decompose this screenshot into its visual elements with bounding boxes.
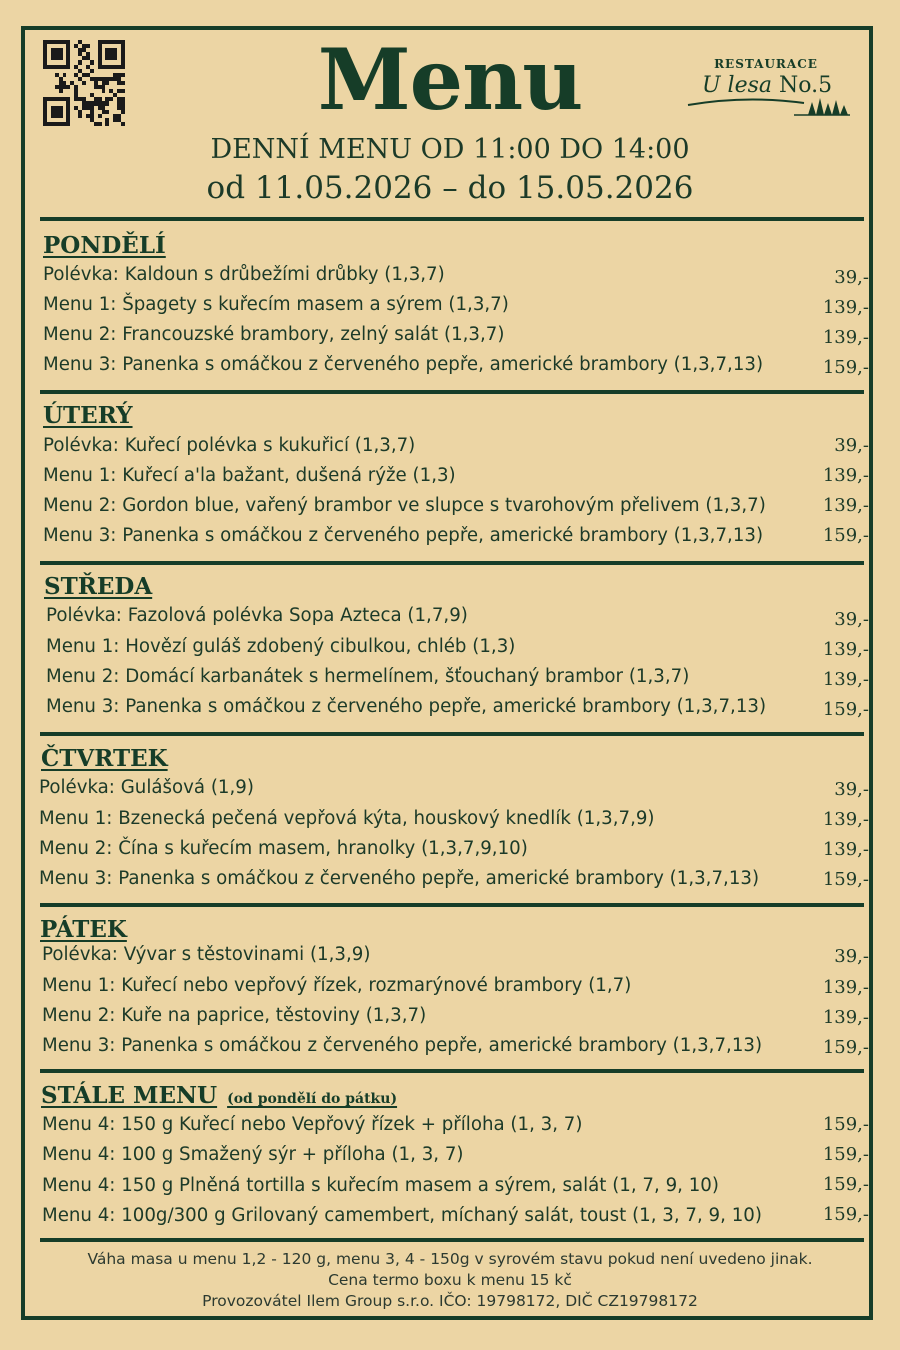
- forest-icon: [686, 93, 856, 123]
- menu-item: Menu 4: 100 g Smažený sýr + příloha (1, 3, 7): [42, 1144, 464, 1165]
- permanent-menu-heading: [41, 1082, 397, 1109]
- menu-item: Polévka: Gulášová (1,9): [39, 777, 254, 798]
- menu-item: Menu 2: Domácí karbanátek s hermelínem, šťouchaný brambor (1,3,7): [46, 666, 690, 687]
- menu-date-range: od 11.05.2026 – do 15.05.2026: [206, 170, 694, 206]
- menu-price: 159,-: [822, 1037, 869, 1058]
- permanent-menu-title: STÁLE MENU: [41, 1082, 218, 1109]
- divider: [40, 903, 864, 907]
- menu-price: 139,-: [822, 465, 869, 486]
- day-heading-friday: PÁTEK: [40, 916, 127, 943]
- menu-price: 159,-: [822, 1144, 869, 1165]
- menu-item: Polévka: Fazolová polévka Sopa Azteca (1,7,9): [46, 605, 468, 626]
- menu-price: 159,-: [822, 1174, 869, 1195]
- divider: [40, 1069, 864, 1073]
- divider: [40, 561, 864, 565]
- menu-item: Menu 1: Kuřecí a'la bažant, dušená rýže (1,3): [43, 465, 456, 486]
- menu-item: Menu 4: 150 g Plněná tortilla s kuřecím masem a sýrem, salát (1, 7, 9, 10): [42, 1175, 719, 1196]
- menu-item: Menu 3: Panenka s omáčkou z červeného pepře, americké brambory (1,3,7,13): [43, 354, 764, 375]
- menu-price: 39,-: [834, 267, 869, 288]
- divider: [40, 390, 864, 394]
- menu-item: Menu 3: Panenka s omáčkou z červeného pepře, americké brambory (1,3,7,13): [42, 1035, 763, 1056]
- menu-item: Menu 3: Panenka s omáčkou z červeného pepře, americké brambory (1,3,7,13): [43, 525, 764, 546]
- logo-name-number: No.5: [779, 73, 833, 98]
- menu-price: 139,-: [822, 977, 869, 998]
- menu-price: 39,-: [834, 946, 869, 967]
- day-heading-wednesday: STŘEDA: [44, 573, 153, 600]
- menu-price: 159,-: [822, 357, 869, 378]
- day-heading-tuesday: ÚTERÝ: [43, 402, 133, 429]
- menu-item: Menu 2: Francouzské brambory, zelný salát (1,3,7): [43, 324, 505, 345]
- divider: [40, 732, 864, 736]
- menu-item: Menu 3: Panenka s omáčkou z červeného pepře, americké brambory (1,3,7,13): [39, 868, 760, 889]
- menu-item: Menu 4: 100g/300 g Grilovaný camembert, míchaný salát, toust (1, 3, 7, 9, 10): [42, 1205, 762, 1226]
- menu-item: Menu 1: Kuřecí nebo vepřový řízek, rozmarýnové brambory (1,7): [42, 975, 632, 996]
- menu-item: Menu 4: 150 g Kuřecí nebo Vepřový řízek + příloha (1, 3, 7): [42, 1114, 583, 1135]
- day-heading-monday: PONDĚLÍ: [43, 232, 166, 259]
- divider: [40, 1238, 864, 1242]
- day-heading-thursday: ČTVRTEK: [41, 745, 168, 772]
- menu-price: 39,-: [834, 779, 869, 800]
- footer-notes: [0, 1249, 900, 1312]
- divider: [40, 217, 864, 221]
- page-title: Menu: [317, 30, 583, 129]
- menu-price: 139,-: [822, 669, 869, 690]
- menu-price: 139,-: [822, 839, 869, 860]
- menu-price: 139,-: [822, 297, 869, 318]
- menu-price: 159,-: [822, 1114, 869, 1135]
- logo-restaurace-label: RESTAURACE: [714, 57, 818, 71]
- menu-price: 139,-: [822, 495, 869, 516]
- menu-item: Menu 2: Čína s kuřecím masem, hranolky (1,3,7,9,10): [39, 838, 528, 859]
- menu-price: 139,-: [822, 327, 869, 348]
- menu-price: 159,-: [822, 869, 869, 890]
- menu-price: 139,-: [822, 639, 869, 660]
- menu-price: 39,-: [834, 609, 869, 630]
- permanent-menu-note: (od pondělí do pátku): [227, 1091, 398, 1107]
- menu-price: 159,-: [822, 525, 869, 546]
- menu-price: 159,-: [822, 699, 869, 720]
- menu-price: 139,-: [822, 1007, 869, 1028]
- logo-name-italic: U lesa: [702, 73, 772, 98]
- menu-price: 159,-: [822, 1204, 869, 1225]
- menu-price: 39,-: [834, 435, 869, 456]
- menu-item: Menu 1: Hovězí guláš zdobený cibulkou, chléb (1,3): [46, 636, 516, 657]
- menu-item: Menu 3: Panenka s omáčkou z červeného pepře, americké brambory (1,3,7,13): [46, 696, 767, 717]
- restaurant-logo: [686, 55, 856, 125]
- menu-price: 139,-: [822, 809, 869, 830]
- menu-item: Polévka: Vývar s těstovinami (1,3,9): [42, 944, 371, 965]
- menu-item: Menu 1: Bzenecká pečená vepřová kýta, houskový knedlík (1,3,7,9): [39, 808, 655, 829]
- menu-item: Polévka: Kuřecí polévka s kukuřicí (1,3,7): [43, 435, 416, 456]
- daily-menu-hours: DENNÍ MENU OD 11:00 DO 14:00: [210, 134, 690, 165]
- menu-item: Polévka: Kaldoun s drůbežími drůbky (1,3,7): [43, 264, 445, 285]
- footer-box-price-note: Cena termo boxu k menu 15 kč: [328, 1271, 572, 1289]
- footer-weight-note: Váha masa u menu 1,2 - 120 g, menu 3, 4 - 150g v syrovém stavu pokud není uvedeno jinak.: [87, 1250, 813, 1268]
- footer-operator-note: Provozovátel Ilem Group s.r.o. IČO: 19798172, DIČ CZ19798172: [202, 1292, 698, 1310]
- menu-item: Menu 1: Špagety s kuřecím masem a sýrem (1,3,7): [43, 294, 509, 315]
- menu-item: Menu 2: Kuře na paprice, těstoviny (1,3,7): [42, 1005, 427, 1026]
- menu-item: Menu 2: Gordon blue, vařený brambor ve slupce s tvarohovým přelivem (1,3,7): [43, 495, 766, 516]
